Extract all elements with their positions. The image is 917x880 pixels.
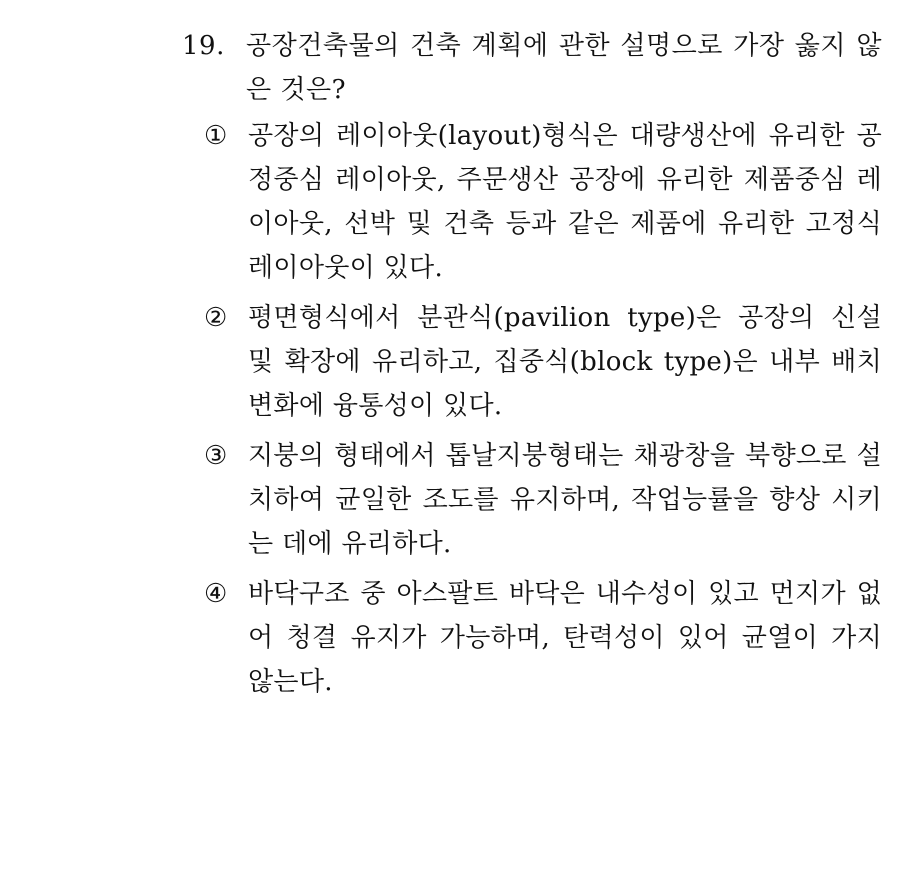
answer-choices [182,114,882,704]
choice-4[interactable] [182,572,882,704]
choice-2[interactable] [182,296,882,428]
question-stem [182,24,882,112]
choice-4-text: 바닥구조 중 아스팔트 바닥은 내수성이 있고 먼지가 없어 청결 유지가 가능하며, 탄력성이 있어 균열이 가지 않는다. [248,579,882,697]
exam-question [182,24,882,710]
question-text: 공장건축물의 건축 계획에 관한 설명으로 가장 옳지 않은 것은? [246,31,882,105]
choice-1[interactable] [182,114,882,290]
choice-3-text: 지붕의 형태에서 톱날지붕형태는 채광창을 북향으로 설치하여 균일한 조도를 유지하며, 작업능률을 향상 시키는 데에 유리하다. [248,441,882,559]
choice-4-marker: ④ [204,579,228,609]
choice-2-text: 평면형식에서 분관식(pavilion type)은 공장의 신설 및 확장에 유리하고, 집중식(block type)은 내부 배치 변화에 융통성이 있다. [248,303,882,421]
choice-3[interactable] [182,434,882,566]
question-number: 19. [182,31,225,61]
choice-1-marker: ① [204,121,228,151]
choice-1-text: 공장의 레이아웃(layout)형식은 대량생산에 유리한 공정중심 레이아웃, 주문생산 공장에 유리한 제품중심 레이아웃, 선박 및 건축 등과 같은 제품에 유리한 고정식 레이아웃이 있다. [248,121,882,283]
choice-3-marker: ③ [204,441,228,471]
choice-2-marker: ② [204,303,228,333]
